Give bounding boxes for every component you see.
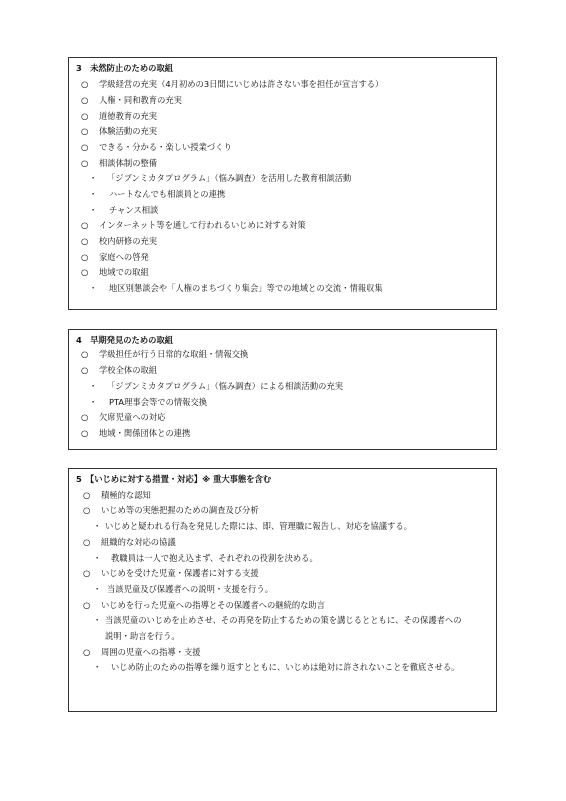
circle-bullet-icon: ○ bbox=[83, 647, 91, 657]
sec3-list-item: できる・分かる・楽しい授業づくり bbox=[99, 142, 232, 152]
sec3-list-item: 道徳教育の充実 bbox=[99, 111, 158, 121]
circle-bullet-icon: ○ bbox=[81, 79, 89, 89]
sec5-list-item: 教職員は一人で抱え込まず、それぞれの役割を決める。 bbox=[111, 553, 318, 563]
dot-bullet-icon: ・ bbox=[89, 283, 98, 293]
dot-bullet-icon: ・ bbox=[89, 173, 98, 183]
sec5-list-item: 当該児童のいじめを止めさせ、その再発を防止するための策を講じるとともに、その保護者への bbox=[105, 615, 462, 625]
dot-bullet-icon: ・ bbox=[93, 553, 102, 563]
sec3-list-item: 地域での取組 bbox=[99, 267, 149, 277]
sec5-list-item: 周囲の児童への指導・支援 bbox=[101, 647, 201, 657]
circle-bullet-icon: ○ bbox=[81, 126, 89, 136]
sec5-list-item: いじめ防止のための指導を繰り返すとともに、いじめは絶対に許されないことを徹底させる。 bbox=[111, 662, 460, 672]
sec3-list-item: 校内研修の充実 bbox=[99, 236, 158, 246]
circle-bullet-icon: ○ bbox=[83, 600, 91, 610]
sec4-list-item: PTA理事会等での情報交換 bbox=[109, 397, 208, 407]
circle-bullet-icon: ○ bbox=[83, 568, 91, 578]
sec3-list-item: 「ジブンミカタプログラム」（悩み調査）を活用した教育相談活動 bbox=[107, 173, 352, 183]
dot-bullet-icon: ・ bbox=[89, 381, 98, 391]
sec5-list-item: 当該児童及び保護者への説明・支援を行う。 bbox=[107, 584, 273, 594]
circle-bullet-icon: ○ bbox=[81, 158, 89, 168]
circle-bullet-icon: ○ bbox=[81, 236, 89, 246]
sec5-list-item: いじめを受けた児童・保護者に対する支援 bbox=[101, 568, 259, 578]
dot-bullet-icon: ・ bbox=[89, 189, 98, 199]
sec3-list-item: 家庭への啓発 bbox=[99, 252, 149, 262]
sec5-list-item: 説明・助言を行う。 bbox=[105, 631, 180, 641]
circle-bullet-icon: ○ bbox=[81, 267, 89, 277]
circle-bullet-icon: ○ bbox=[81, 349, 89, 359]
dot-bullet-icon: ・ bbox=[93, 615, 102, 625]
sec3-list-item: 体験活動の充実 bbox=[99, 126, 158, 136]
sec4-list-item: 欠席児童への対応 bbox=[99, 412, 166, 422]
sec3-list-item: 学級経営の充実（4月初めの3日間にいじめは許さない事を担任が宣言する） bbox=[99, 79, 384, 89]
circle-bullet-icon: ○ bbox=[81, 365, 89, 375]
circle-bullet-icon: ○ bbox=[81, 111, 89, 121]
circle-bullet-icon: ○ bbox=[81, 412, 89, 422]
dot-bullet-icon: ・ bbox=[93, 521, 102, 531]
sec4-list-item: 「ジブンミカタプログラム」（悩み調査）による相談活動の充実 bbox=[107, 381, 344, 391]
dot-bullet-icon: ・ bbox=[89, 397, 98, 407]
circle-bullet-icon: ○ bbox=[83, 490, 91, 500]
dot-bullet-icon: ・ bbox=[93, 662, 102, 672]
sec3-list-item: チャンス相談 bbox=[109, 205, 159, 215]
sec3-list-item: 地区別懇談会や「人権のまちづくり集会」等での地域との交流・情報収集 bbox=[109, 283, 383, 293]
circle-bullet-icon: ○ bbox=[81, 95, 89, 105]
sec5-list-item: いじめ等の実態把握のための調査及び分析 bbox=[101, 505, 259, 515]
circle-bullet-icon: ○ bbox=[83, 505, 91, 515]
sec5-title: 5 【いじめに対する措置・対応】※ 重大事態を含む bbox=[76, 474, 272, 484]
sec5-list-item: いじめと疑われる行為を発見した際には、即、管理職に報告し、対応を協議する。 bbox=[105, 521, 412, 531]
sec3-title: 3 未然防止のための取組 bbox=[76, 63, 174, 73]
sec3-list-item: インターネット等を通して行われるいじめに対する対策 bbox=[99, 220, 306, 230]
circle-bullet-icon: ○ bbox=[81, 428, 89, 438]
sec4-list-item: 学級担任が行う日常的な取組・情報交換 bbox=[99, 349, 249, 359]
sec5-list-item: 組織的な対応の協議 bbox=[101, 537, 176, 547]
sec4-list-item: 学校全体の取組 bbox=[99, 365, 158, 375]
sec3-list-item: 相談体制の整備 bbox=[99, 158, 158, 168]
circle-bullet-icon: ○ bbox=[81, 220, 89, 230]
sec4-list-item: 地域・関係団体との連携 bbox=[99, 428, 191, 438]
circle-bullet-icon: ○ bbox=[81, 142, 89, 152]
dot-bullet-icon: ・ bbox=[93, 584, 102, 594]
sec3-list-item: ハートなんでも相談員との連携 bbox=[109, 189, 226, 199]
circle-bullet-icon: ○ bbox=[81, 252, 89, 262]
sec4-title: 4 早期発見のための取組 bbox=[76, 335, 174, 345]
dot-bullet-icon: ・ bbox=[89, 205, 98, 215]
sec5-list-item: いじめを行った児童への指導とその保護者への継続的な助言 bbox=[101, 600, 326, 610]
sec3-list-item: 人権・同和教育の充実 bbox=[99, 95, 182, 105]
sec5-list-item: 積極的な認知 bbox=[101, 490, 151, 500]
circle-bullet-icon: ○ bbox=[83, 537, 91, 547]
